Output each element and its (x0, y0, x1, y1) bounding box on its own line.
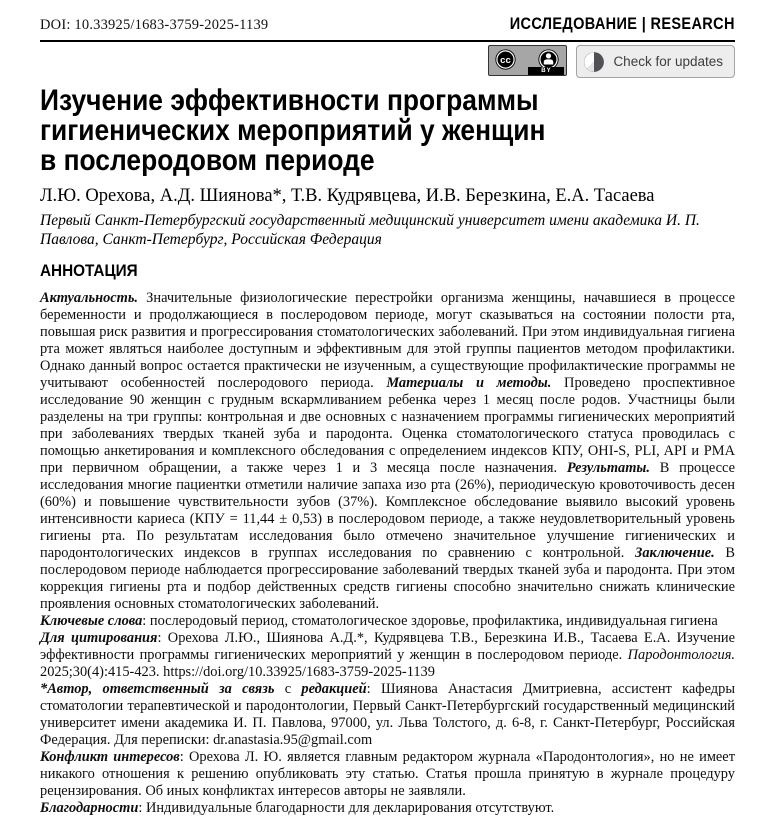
acknowledgments-note (40, 800, 735, 817)
abstract-results-text: В процессе исследования многие пациентки отметили наличие запаха изо рта (26%), периодическую кровоточивость десен (60%) и повышение чувствительности зубов (37%). Комплексное обследование выявило высокий уровень интенсивности кариеса (КПУ = 11,44 ± 0,53) в послеродовом периоде, а также неудовлетворительный уровень гигиены рта. По результатам исследования было отмечено значительное улучшение гигиенических и пародонтологических индексов в группах исследования по сравнению с контрольной. (40, 460, 736, 561)
abstract-conclusion-label: Заключение. (635, 545, 715, 561)
citation-doi-link[interactable]: https://doi.org/10.33925/1683-3759-2025-1139 (163, 664, 435, 680)
section-label: ИССЛЕДОВАНИЕ | RESEARCH (509, 15, 735, 33)
abstract-text (40, 290, 735, 613)
abstract-relevance-text: Значительные физиологические перестройки организма женщины, начавшиеся в процессе беременности и продолжающиеся в послеродовом периоде, могут сказываться на состоянии полости рта, повышая риск развития и прогрессирования стоматологических заболеваний. При этом индивидуальная гигиена рта может являться наиболее доступным и эффективным для этой группы пациентов методом профилактики. Однако данный вопрос остается практически не изученным, а существующие профилактические программы не учитывают особенностей послеродового периода. (40, 290, 735, 391)
citation-label: Для цитирования (40, 630, 158, 646)
acknowledgments-text: : Индивидуальные благодарности для декларирования отсутствуют. (138, 800, 555, 816)
title-line: гигиенических мероприятий у женщин (40, 114, 546, 147)
crossmark-icon (583, 51, 605, 73)
keywords-text: : послеродовый период, стоматологическое здоровье, профилактика, индивидуальная гигиена (142, 613, 718, 629)
corresponding-author-label: *Автор, ответственный за связь (40, 681, 275, 697)
abstract-relevance-label: Актуальность. (40, 290, 139, 306)
abstract-heading: АННОТАЦИЯ (40, 261, 138, 280)
authors-line: Л.Ю. Орехова, А.Д. Шиянова*, Т.В. Кудрявцева, И.В. Березкина, Е.А. Тасаева (40, 186, 655, 206)
article-title (40, 86, 731, 176)
cc-by-license-badge[interactable] (488, 45, 567, 76)
corresponding-author-label-tail: редакцией (301, 681, 367, 697)
cc-icon (494, 48, 517, 71)
citation-journal: Пародонтология. (627, 647, 735, 663)
check-for-updates-label: Check for updates (613, 54, 723, 69)
corresponding-author-text: : Шиянова Анастасия Дмитриевна, ассистент кафедры стоматологии терапевтической и пародонтологии, Первый Санкт-Петербургский государственный медицинский университет имени академика И. П. Павлова, 97000, ул. Льва Толстого, д. 6-8, г. Санкт-Петербург, Российская Федерация. Для переписки: (40, 681, 735, 748)
correspondence-email[interactable]: dr.anastasia.95@gmail.com (213, 732, 373, 748)
citation-line (40, 630, 735, 681)
page-header (40, 15, 735, 42)
corresponding-author-label-connector: с (274, 681, 302, 697)
keywords-line (40, 613, 735, 630)
citation-text: : Орехова Л.Ю., Шиянова А.Д.*, Кудрявцева Т.В., Березкина И.В., Тасаева Е.А. Изучение эффективности программы гигиенических мероприятий у женщин в послеродовом периоде. (40, 630, 735, 663)
corresponding-author-note (40, 681, 735, 749)
abstract-methods-label: Материалы и методы. (386, 375, 552, 391)
doi: DOI: 10.33925/1683-3759-2025-1139 (40, 17, 269, 33)
title-line: в послеродовом периоде (40, 144, 375, 177)
title-line: Изучение эффективности программы (40, 84, 539, 117)
affiliation: Первый Санкт-Петербургский государственный медицинский университет имени академика И. П. Павлова, Санкт-Петербург, Российская Федерация (40, 212, 700, 248)
keywords-label: Ключевые слова (40, 613, 143, 629)
svg-text:cc: cc (500, 55, 512, 67)
conflict-label: Конфликт интересов (40, 749, 180, 765)
badge-row (40, 45, 735, 79)
abstract-block (40, 290, 735, 817)
by-label: BY (528, 67, 564, 75)
conflict-text: : Орехова Л. Ю. является главным редактором журнала «Пародонтология», но не имеет никакого отношения к решению опубликовать эту статью. Статья прошла принятую в журнале процедуру рецензирования. Об иных конфликтах интересов авторы не заявляли. (40, 749, 735, 799)
conflict-of-interest-note (40, 749, 735, 800)
citation-volume-pages: 2025;30(4):415-423. (40, 664, 160, 680)
abstract-conclusion-text: В послеродовом периоде наблюдается прогрессирование заболеваний твердых тканей зуба и пародонта. При этом коррекция гигиены рта и подбор действенных средств гигиены способно значительно снижать клинические проявления основных стоматологических заболеваний. (40, 545, 735, 612)
abstract-methods-text: Проведено проспективное исследование 90 женщин с грудным вскармливанием ребенка через 1 месяц после родов. Участницы были разделены на три группы: контрольная и две основных с назначением программы гигиенических мероприятий при заболеваниях твердых тканей зуба и пародонта. Оценка стоматологического статуса проводилась с помощью анкетирования и комплексного обследования с определением индексов КПУ, OHI-S, PLI, API и РМА при первичном обращении, а также через 1 и 3 месяца после назначения. (40, 375, 735, 476)
abstract-results-label: Результаты. (566, 460, 651, 476)
check-for-updates-button[interactable] (576, 45, 735, 78)
acknowledgments-label: Благодарности (40, 800, 139, 816)
